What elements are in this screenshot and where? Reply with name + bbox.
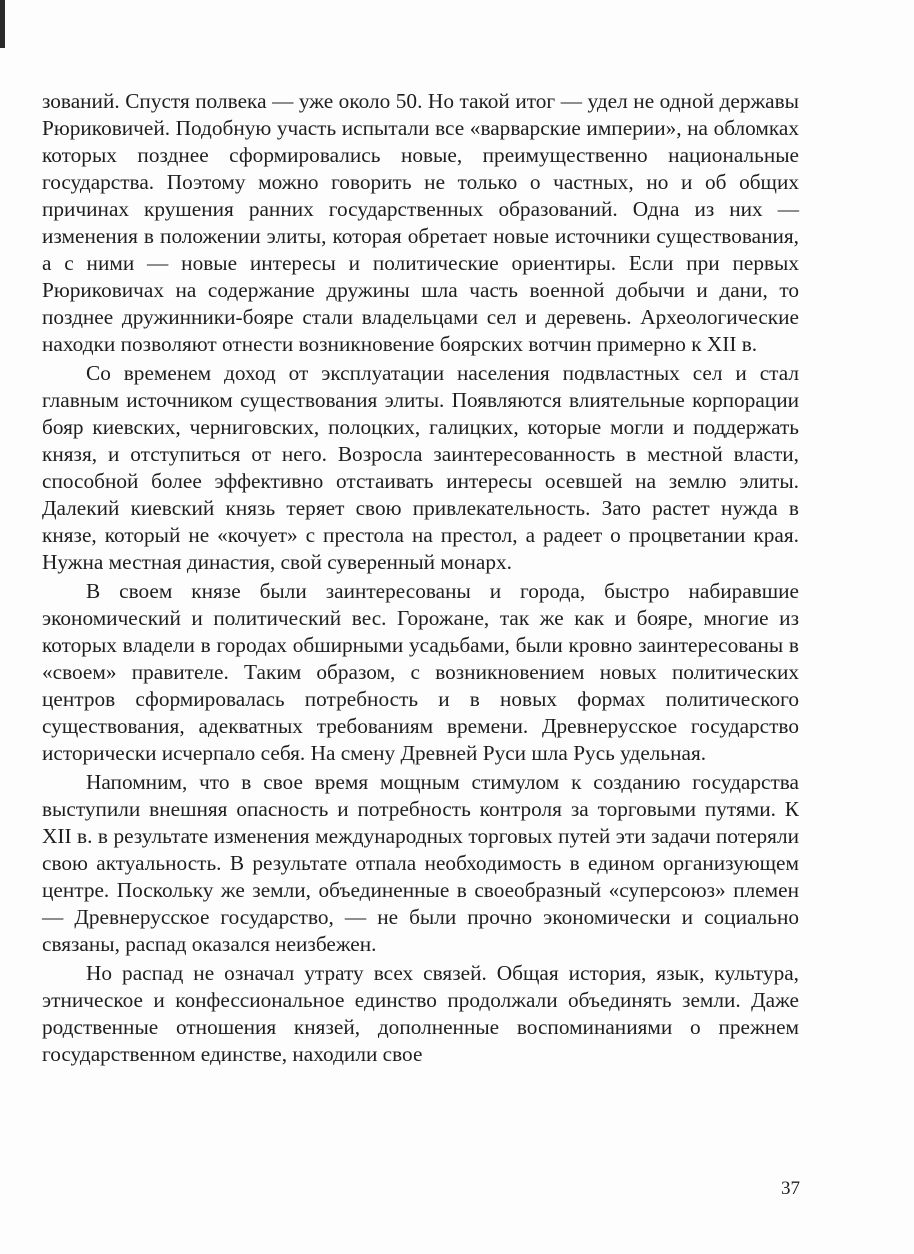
paragraph-1: зований. Спустя полвека — уже около 50. Но такой итог — удел не одной державы Рюриковичей. Подобную участь испытали все «варварские империи», на обломках которых позднее сформировались новые, преимущественно национальные государства. Поэтому можно говорить не только о частных, но и об общих причинах крушения ранних государственных образований. Одна из них — изменения в положении элиты, которая обретает новые источники существования, а с ними — новые интересы и политические ориентиры. Если при первых Рюриковичах на содержание дружины шла часть военной добычи и дани, то позднее дружинники-бояре стали владельцами сел и деревень. Археологические находки позволяют отнести возникновение боярских вотчин примерно к XII в. — [42, 89, 799, 356]
body-text — [42, 88, 799, 1070]
page-number: 37 — [781, 1178, 800, 1199]
paragraph-5: Но распад не означал утрату всех связей. Общая история, язык, культура, этническое и конфессиональное единство продолжали объединять земли. Даже родственные отношения князей, дополненные воспоминаниями о прежнем государственном единстве, находили свое — [42, 961, 799, 1066]
paragraph-4: Напомним, что в свое время мощным стимулом к созданию государства выступили внешняя опасность и потребность контроля за торговыми путями. К XII в. в результате изменения международных торговых путей эти задачи потеряли свою актуальность. В результате отпала необходимость в едином организующем центре. Поскольку же земли, объединенные в своеобразный «суперсоюз» племен — Древнерусское государство, — не были прочно экономически и социально связаны, распад оказался неизбежен. — [42, 770, 799, 956]
scan-edge-mark — [0, 0, 5, 48]
paragraph-3: В своем князе были заинтересованы и города, быстро набиравшие экономический и политический вес. Горожане, так же как и бояре, многие из которых владели в городах обширными усадьбами, были кровно заинтересованы в «своем» правителе. Таким образом, с возникновением новых политических центров сформировалась потребность и в новых формах политического существования, адекватных требованиям времени. Древнерусское государство исторически исчерпало себя. На смену Древней Руси шла Русь удельная. — [42, 579, 799, 765]
paragraph-2: Со временем доход от эксплуатации населения подвластных сел и стал главным источником существования элиты. Появляются влиятельные корпорации бояр киевских, черниговских, полоцких, галицких, которые могли и поддержать князя, и отступиться от него. Возросла заинтересованность в местной власти, способной более эффективно отстаивать интересы осевшей на землю элиты. Далекий киевский князь теряет свою привлекательность. Зато растет нужда в князе, который не «кочует» с престола на престол, а радеет о процветании края. Нужна местная династия, свой суверенный монарх. — [42, 361, 799, 574]
